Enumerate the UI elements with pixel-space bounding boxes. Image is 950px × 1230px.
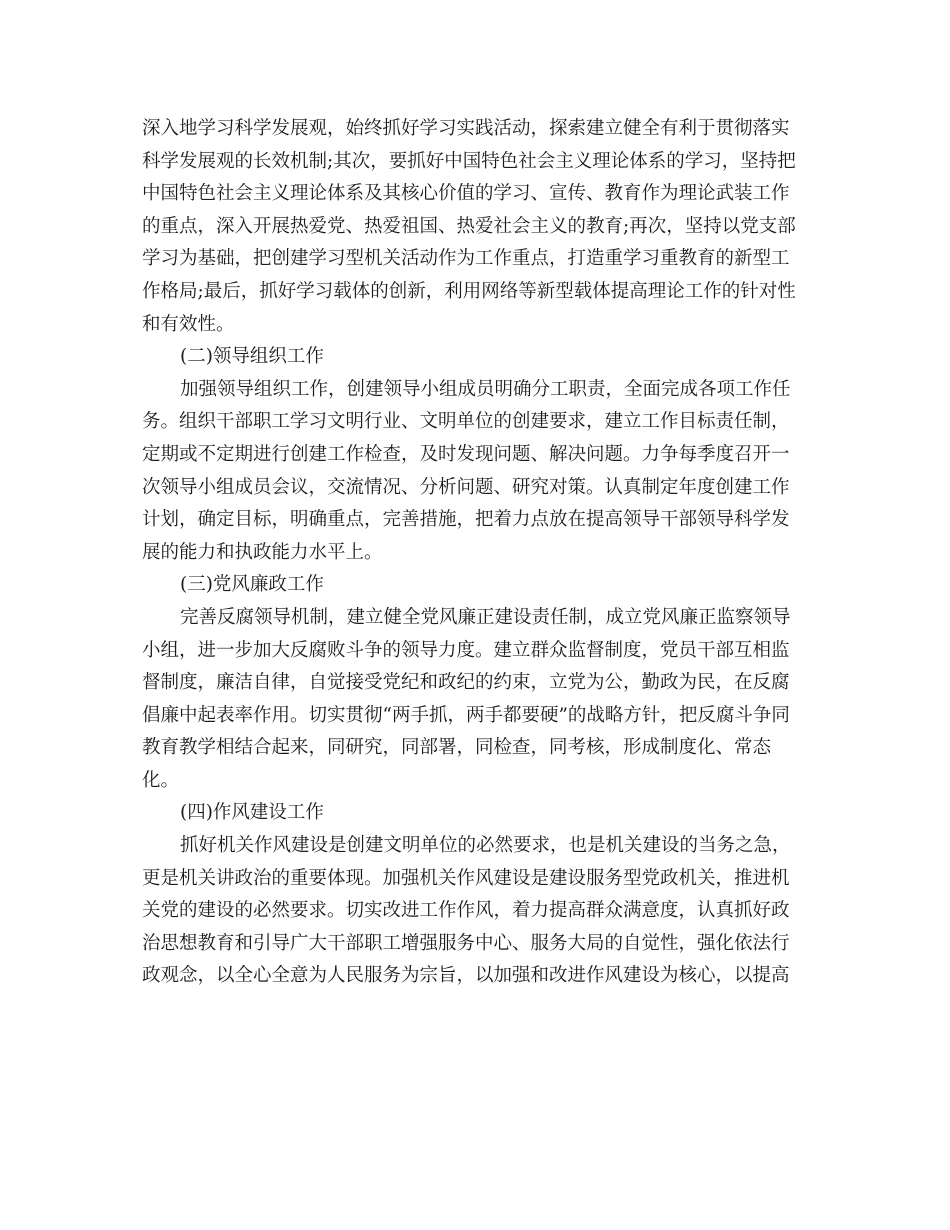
text-line: 计划，确定目标，明确重点，完善措施，把着力点放在提高领导干部领导科学发 — [142, 509, 790, 531]
text-line: 的重点，深入开展热爱党、热爱祖国、热爱社会主义的教育;再次，坚持以党支部 — [142, 215, 796, 237]
text-line: 深入地学习科学发展观，始终抓好学习实践活动，探索建立健全有利于贯彻落实 — [142, 118, 790, 139]
text-line: (二)领导组织工作 — [180, 346, 324, 368]
text-line: (三)党风廉政工作 — [180, 574, 324, 596]
text-line: 抓好机关作风建设是创建文明单位的必然要求，也是机关建设的当务之急， — [180, 835, 791, 857]
text-line: 教育教学相结合起来，同研究，同部署，同检查，同考核，形成制度化、常态 — [142, 737, 772, 759]
text-line: 完善反腐领导机制，建立健全党风廉正建设责任制，成立党风廉正监察领导 — [180, 606, 791, 628]
text-line: 政观念，以全心全意为人民服务为宗旨，以加强和改进作风建设为核心，以提高 — [142, 965, 790, 987]
text-line: 和有效性。 — [142, 313, 235, 335]
text-line: 治思想教育和引导广大干部职工增强服务中心、服务大局的自觉性，强化依法行 — [142, 932, 790, 954]
text-line: 督制度，廉洁自律，自觉接受党纪和政纪的约束，立党为公，勤政为民，在反腐 — [142, 672, 790, 694]
text-line: 务。组织干部职工学习文明行业、文明单位的创建要求，建立工作目标责任制， — [142, 411, 790, 433]
text-line: (四)作风建设工作 — [180, 802, 324, 824]
text-line: 学习为基础，把创建学习型机关活动作为工作重点，打造重学习重教育的新型工 — [142, 248, 790, 270]
text-line: 倡廉中起表率作用。切实贯彻“两手抓，两手都要硬”的战略方针，把反腐斗争同 — [142, 704, 790, 726]
text-line: 展的能力和执政能力水平上。 — [142, 541, 383, 563]
text-line: 小组，进一步加大反腐败斗争的领导力度。建立群众监督制度，党员干部互相监 — [142, 639, 790, 661]
text-line: 次领导小组成员会议，交流情况、分析问题、研究对策。认真制定年度创建工作 — [142, 476, 790, 498]
text-line: 加强领导组织工作，创建领导小组成员明确分工职责，全面完成各项工作任 — [180, 378, 791, 400]
text-line: 化。 — [142, 769, 180, 791]
text-line: 关党的建设的必然要求。切实改进工作作风，着力提高群众满意度，认真抓好政 — [142, 900, 790, 922]
text-line: 科学发展观的长效机制;其次，要抓好中国特色社会主义理论体系的学习，坚持把 — [142, 150, 796, 172]
text-line: 更是机关讲政治的重要体现。加强机关作风建设是建设服务型党政机关，推进机 — [142, 867, 790, 889]
text-line: 作格局;最后，抓好学习载体的创新，利用网络等新型载体提高理论工作的针对性 — [142, 280, 796, 302]
text-line: 中国特色社会主义理论体系及其核心价值的学习、宣传、教育作为理论武装工作 — [142, 183, 790, 205]
text-line: 定期或不定期进行创建工作检查，及时发现问题、解决问题。力争每季度召开一 — [142, 443, 790, 465]
document-body — [142, 113, 808, 993]
